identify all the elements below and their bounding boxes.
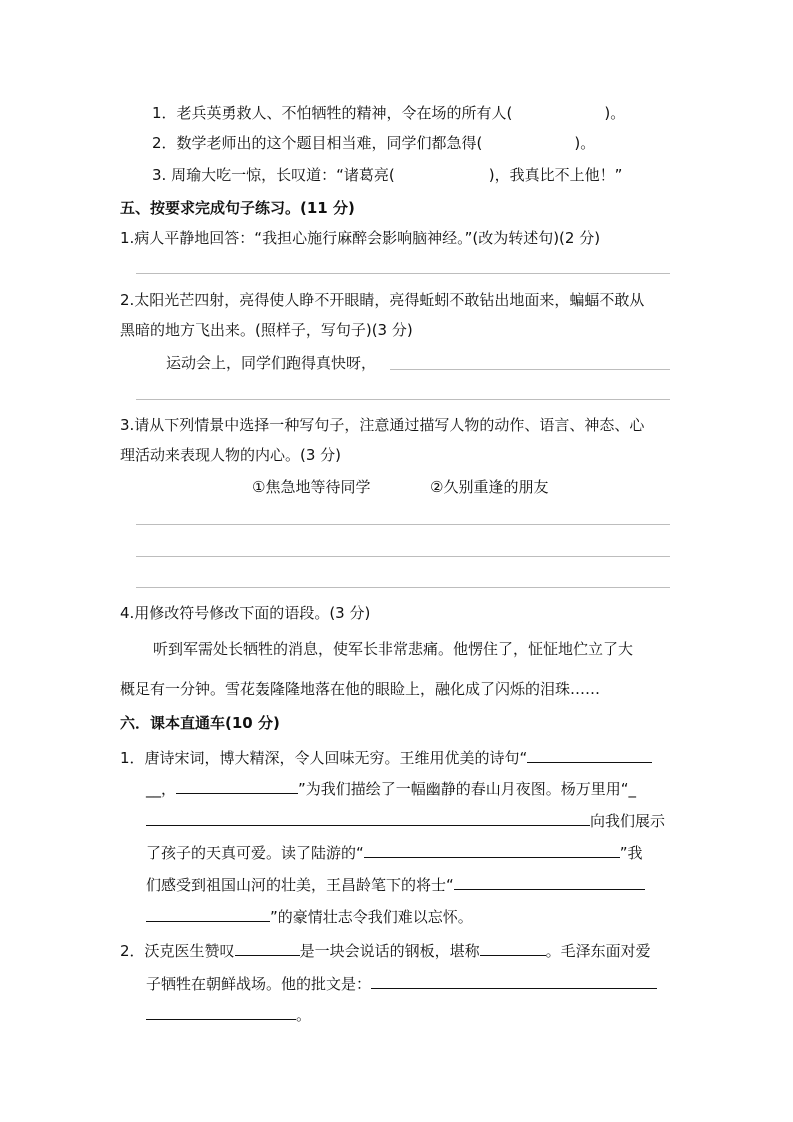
s5-paragraph-line1: 听到军需处长牺牲的消息，使军长非常悲痛。他愣住了，怔怔地伫立了大 [153, 640, 634, 658]
section6-heading: 六．课本直通车(10 分) [120, 714, 280, 732]
item-number: 2． [152, 134, 177, 152]
s6-q1-text: ”我 [619, 844, 643, 862]
s6-q1-text: 向我们展示 [590, 812, 666, 830]
s6-q2-text: 是一块会说话的钢板，堪称 [299, 942, 480, 960]
item-number: 1． [152, 104, 177, 122]
s6-q1-text: __， [146, 780, 177, 798]
s6-q1-line2 [146, 777, 636, 799]
s6-q1-line6 [146, 905, 473, 927]
s5-paragraph-line2: 概足有一分钟。雪花轰隆隆地落在他的眼睑上，融化成了闪烁的泪珠…… [120, 680, 601, 698]
s5-question-3-line2: 理活动来表现人物的内心。(3 分) [120, 446, 342, 464]
s5-question-1: 1.病人平静地回答：“我担心施行麻醉会影响脑神经。”(改为转述句)(2 分) [120, 229, 601, 247]
s6-q2-number: 2． [120, 942, 145, 960]
s5-option-2: ②久别重逢的朋友 [430, 478, 549, 496]
s6-q2-text: 。毛泽东面对爱 [545, 942, 651, 960]
s6-q1-line3 [146, 809, 665, 831]
s6-q1-text: 唐诗宋词，博大精深，令人回味无穷。王维用优美的诗句“ [144, 749, 528, 767]
fill-item-1 [152, 103, 625, 123]
s6-q2-text: 沃克医生赞叹 [144, 942, 235, 960]
s6-q1-line5 [146, 873, 645, 895]
answer-blank[interactable] [235, 939, 300, 956]
answer-blank[interactable] [146, 905, 270, 922]
s6-q1-text: ”的豪情壮志令我们难以忘怀。 [270, 908, 473, 926]
s5-question-3-line1: 3.请从下列情景中选择一种写句子，注意通过描写人物的动作、语言、神态、心 [120, 416, 645, 434]
item-text: 老兵英勇救人、不怕牺牲的精神，令在场的所有人( [176, 104, 513, 122]
item-text-end: )。 [604, 104, 626, 122]
answer-blank[interactable] [480, 939, 546, 956]
section5-heading: 五、按要求完成句子练习。(11 分) [120, 199, 355, 217]
s6-q1-line4 [146, 841, 643, 863]
s5-question-2-line2: 黑暗的地方飞出来。(照样子，写句子)(3 分) [120, 321, 413, 339]
s5-question-2-line1: 2.太阳光芒四射，亮得使人睁不开眼睛，亮得蚯蚓不敢钻出地面来，蝙蝠不敢从 [120, 291, 645, 309]
s6-q1-number: 1． [120, 749, 145, 767]
answer-line[interactable] [136, 399, 670, 400]
answer-line[interactable] [136, 556, 670, 557]
s5-question-2-prompt: 运动会上，同学们跑得真快呀， [166, 354, 377, 372]
answer-blank[interactable] [176, 777, 298, 794]
answer-blank[interactable] [364, 841, 620, 858]
s6-q1-text: 了孩子的天真可爱。读了陆游的“ [146, 844, 364, 862]
item-text-end: )，我真比不上他！” [488, 166, 623, 184]
s6-q2-line3 [146, 1003, 311, 1025]
s5-option-1: ①焦急地等待同学 [252, 478, 371, 496]
s6-q2-text: 。 [296, 1006, 312, 1024]
answer-blank[interactable] [454, 873, 645, 890]
s6-q2-line1 [120, 939, 651, 961]
answer-blank[interactable] [146, 809, 590, 826]
s6-q1-line1 [120, 746, 652, 768]
answer-blank[interactable] [146, 1003, 296, 1020]
answer-line[interactable] [136, 524, 670, 525]
s5-question-4: 4.用修改符号修改下面的语段。(3 分) [120, 604, 371, 622]
item-text: 周瑜大吃一惊，长叹道：“诸葛亮( [171, 166, 395, 184]
item-number: 3. [152, 166, 167, 184]
answer-blank[interactable] [527, 746, 652, 763]
s6-q2-line2 [146, 972, 657, 994]
s6-q1-text: ”为我们描绘了一幅幽静的春山月夜图。杨万里用“_ [298, 780, 637, 798]
item-text-end: )。 [574, 134, 596, 152]
fill-item-2 [152, 133, 595, 153]
item-text: 数学老师出的这个题目相当难，同学们都急得( [176, 134, 483, 152]
answer-line[interactable] [390, 369, 670, 370]
s6-q2-text: 子牺牲在朝鲜战场。他的批文是： [146, 975, 372, 993]
fill-item-3 [152, 165, 622, 185]
answer-line[interactable] [136, 273, 670, 274]
answer-blank[interactable] [371, 972, 657, 989]
answer-line[interactable] [136, 587, 670, 588]
s6-q1-text: 们感受到祖国山河的壮美，王昌龄笔下的将士“ [146, 876, 454, 894]
